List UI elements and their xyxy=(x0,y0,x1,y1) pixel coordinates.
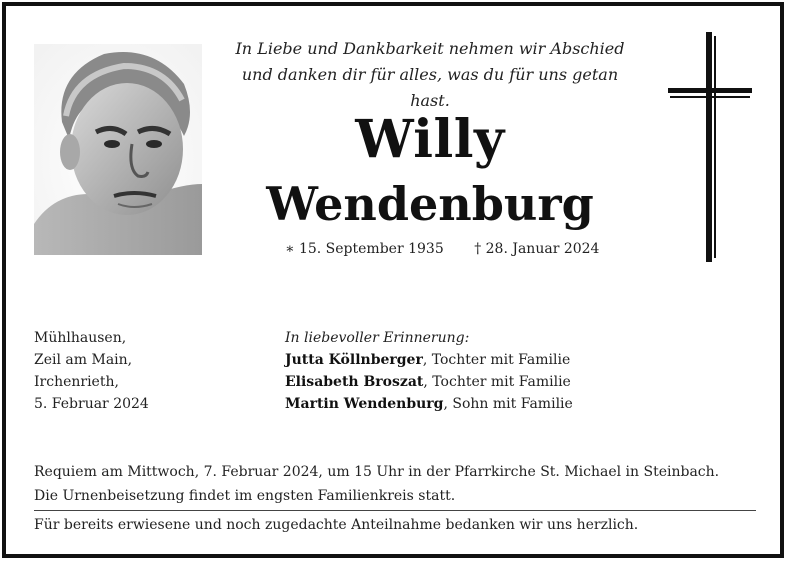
family-intro: In liebevoller Erinnerung: xyxy=(285,330,470,346)
family-member-relation: , Tochter mit Familie xyxy=(423,374,571,390)
notice-date: 5. Februar 2024 xyxy=(34,396,149,412)
family-member xyxy=(285,371,573,393)
motto-line-2: und danken dir für alles, was du für uns getan hast. xyxy=(241,65,619,110)
family-member-name: Jutta Köllnberger xyxy=(285,352,423,368)
requiem-line-2: Die Urnenbeisetzung findet im engsten Familienkreis statt. xyxy=(34,488,456,504)
location-block xyxy=(34,327,149,415)
divider xyxy=(34,510,756,511)
family-block xyxy=(285,327,573,415)
requiem-line-1: Requiem am Mittwoch, 7. Februar 2024, um 15 Uhr in der Pfarrkirche St. Michael in Steinbach. xyxy=(34,464,720,480)
family-member-name: Martin Wendenburg xyxy=(285,396,444,412)
family-member xyxy=(285,393,573,415)
family-member-relation: , Sohn mit Familie xyxy=(443,396,573,412)
family-member xyxy=(285,349,573,371)
location-line: Zeil am Main, xyxy=(34,352,133,368)
motto-line-1: In Liebe und Dankbarkeit nehmen wir Abschied xyxy=(235,39,625,58)
thanks-note: Für bereits erwiesene und noch zugedachte Anteilnahme bedanken wir uns herzlich. xyxy=(34,517,639,533)
requiem-info xyxy=(34,460,719,508)
deceased-first-name: Willy xyxy=(355,109,505,170)
death-date: † 28. Januar 2024 xyxy=(474,241,600,257)
motto xyxy=(230,36,630,114)
family-member-relation: , Tochter mit Familie xyxy=(422,352,571,368)
deceased-last-name: Wendenburg xyxy=(266,177,594,231)
family-member-name: Elisabeth Broszat xyxy=(285,374,424,390)
cross-icon xyxy=(664,32,756,262)
portrait-photo xyxy=(34,44,202,255)
location-line: Irchenrieth, xyxy=(34,374,119,390)
location-line: Mühlhausen, xyxy=(34,330,127,346)
birth-date: ∗ 15. September 1935 xyxy=(285,241,444,257)
life-dates xyxy=(285,241,599,257)
